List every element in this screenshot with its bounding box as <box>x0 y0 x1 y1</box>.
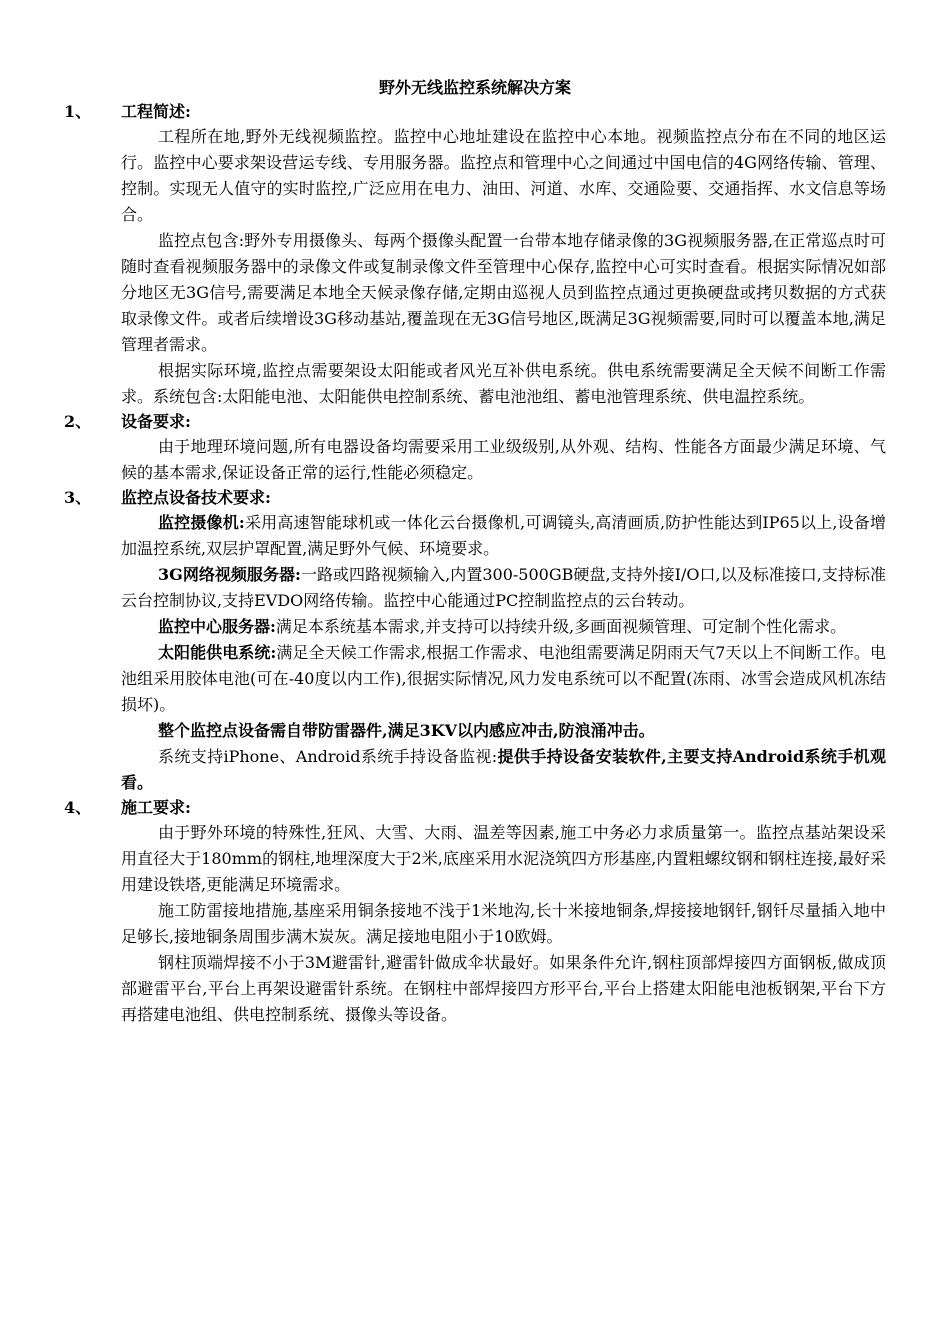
spec-item-solar-power <box>121 640 886 718</box>
paragraph: 根据实际环境,监控点需要架设太阳能或者风光互补供电系统。供电系统需要满足全天候不间断工作需求。系统包含:太阳能电池、太阳能供电控制系统、蓄电池池组、蓄电池管理系统、供电温控系统。 <box>121 361 886 406</box>
spec-bold-tail: 提供手持设备安装软件,主要支持Android系统手机观看。 <box>121 747 886 792</box>
spec-text: 系统支持iPhone、Android系统手持设备监视: <box>158 747 498 766</box>
section-heading <box>0 100 950 124</box>
paragraph: 监控点包含:野外专用摄像头、每两个摄像头配置一台带本地存储录像的3G视频服务器,在正常巡点时可随时查看视频服务器中的录像文件或复制录像文件至管理中心保存,监控中心可实时查看。根据实际情况如部分地区无3G信号,需要满足本地全天候录像存储,定期由巡视人员到监控点通过更换硬盘或拷贝数据的方式获取录像文件。或者后续增设3G移动基站,覆盖现在无3G信号地区,既满足3G视频需要,同时可以覆盖本地,满足管理者需求。 <box>121 231 886 354</box>
paragraph: 由于地理环境问题,所有电器设备均需要采用工业级级别,从外观、结构、性能各方面最少满足环境、气候的基本需求,保证设备正常的运行,性能必须稳定。 <box>121 437 886 482</box>
spec-label: 监控中心服务器: <box>158 617 276 636</box>
document-title: 野外无线监控系统解决方案 <box>378 78 571 97</box>
section-title: 监控点设备技术要求: <box>121 488 271 507</box>
paragraph: 工程所在地,野外无线视频监控。监控中心地址建设在监控中心本地。视频监控点分布在不同的地区运行。监控中心要求架设营运专线、专用服务器。监控点和管理中心之间通过中国电信的4G网络传输、管理、控制。实现无人值守的实时监控,广泛应用在电力、油田、河道、水库、交通险要、交通指挥、水文信息等场合。 <box>121 127 886 224</box>
spec-label: 太阳能供电系统: <box>158 643 277 662</box>
paragraph: 施工防雷接地措施,基座采用铜条接地不浅于1米地沟,长十米接地铜条,焊接接地钢钎,钢钎尽量插入地中足够长,接地铜条周围步满木炭灰。满足接地电阻小于10欧姆。 <box>121 901 886 946</box>
paragraph: 钢柱顶端焊接不小于3M避雷针,避雷针做成伞状最好。如果条件允许,钢柱顶部焊接四方面钢板,做成顶部避雷平台,平台上再架设避雷针系统。在钢柱中部焊接四方形平台,平台上搭建太阳能电池板钢架,平台下方再搭建电池组、供电控制系统、摄像头等设备。 <box>121 953 886 1024</box>
spec-item-center-server <box>121 614 886 640</box>
section-heading <box>0 486 950 510</box>
section-number: 3、 <box>64 488 92 507</box>
spec-item-mobile <box>121 744 886 796</box>
section-number: 4、 <box>64 798 92 817</box>
section-title: 工程简述: <box>121 102 191 121</box>
spec-text: 一路或四路视频输入,内置300-500GB硬盘,支持外接I/O口,以及标准接口,支持标准云台控制协议,支持EVDO网络传输。监控中心能通过PC控制监控点的云台转动。 <box>121 565 886 610</box>
document-body <box>0 100 950 1028</box>
spec-item-lightning <box>121 718 886 744</box>
section-number: 2、 <box>64 412 92 431</box>
spec-label: 监控摄像机: <box>158 513 245 532</box>
spec-text: 采用高速智能球机或一体化云台摄像机,可调镜头,高清画质,防护性能达到IP65以上,设备增加温控系统,双层护罩配置,满足野外气候、环境要求。 <box>121 513 886 558</box>
section-number: 1、 <box>64 102 92 121</box>
section-title: 施工要求: <box>121 798 191 817</box>
section-title: 设备要求: <box>121 412 191 431</box>
paragraph: 由于野外环境的特殊性,狂风、大雪、大雨、温差等因素,施工中务必力求质量第一。监控点基站架设采用直径大于180mm的钢柱,地埋深度大于2米,底座采用水泥浇筑四方形基座,内置粗螺纹钢和钢柱连接,最好采用建设铁塔,更能满足环境需求。 <box>121 823 886 894</box>
spec-text: 满足本系统基本需求,并支持可以持续升级,多画面视频管理、可定制个性化需求。 <box>275 617 847 636</box>
spec-label: 整个监控点设备需自带防雷器件,满足3KV以内感应冲击,防浪涌冲击。 <box>158 721 655 740</box>
spec-item-camera <box>121 510 886 562</box>
spec-text: 满足全天候工作需求,根据工作需求、电池组需要满足阴雨天气7天以上不间断工作。电池组采用胶体电池(可在-40度以内工作),很据实际情况,风力发电系统可以不配置(冻雨、冰雪会造成风机冻结损坏)。 <box>121 643 886 714</box>
section-heading <box>0 796 950 820</box>
spec-item-video-server <box>121 562 886 614</box>
spec-label: 3G网络视频服务器: <box>158 565 301 584</box>
section-heading <box>0 410 950 434</box>
